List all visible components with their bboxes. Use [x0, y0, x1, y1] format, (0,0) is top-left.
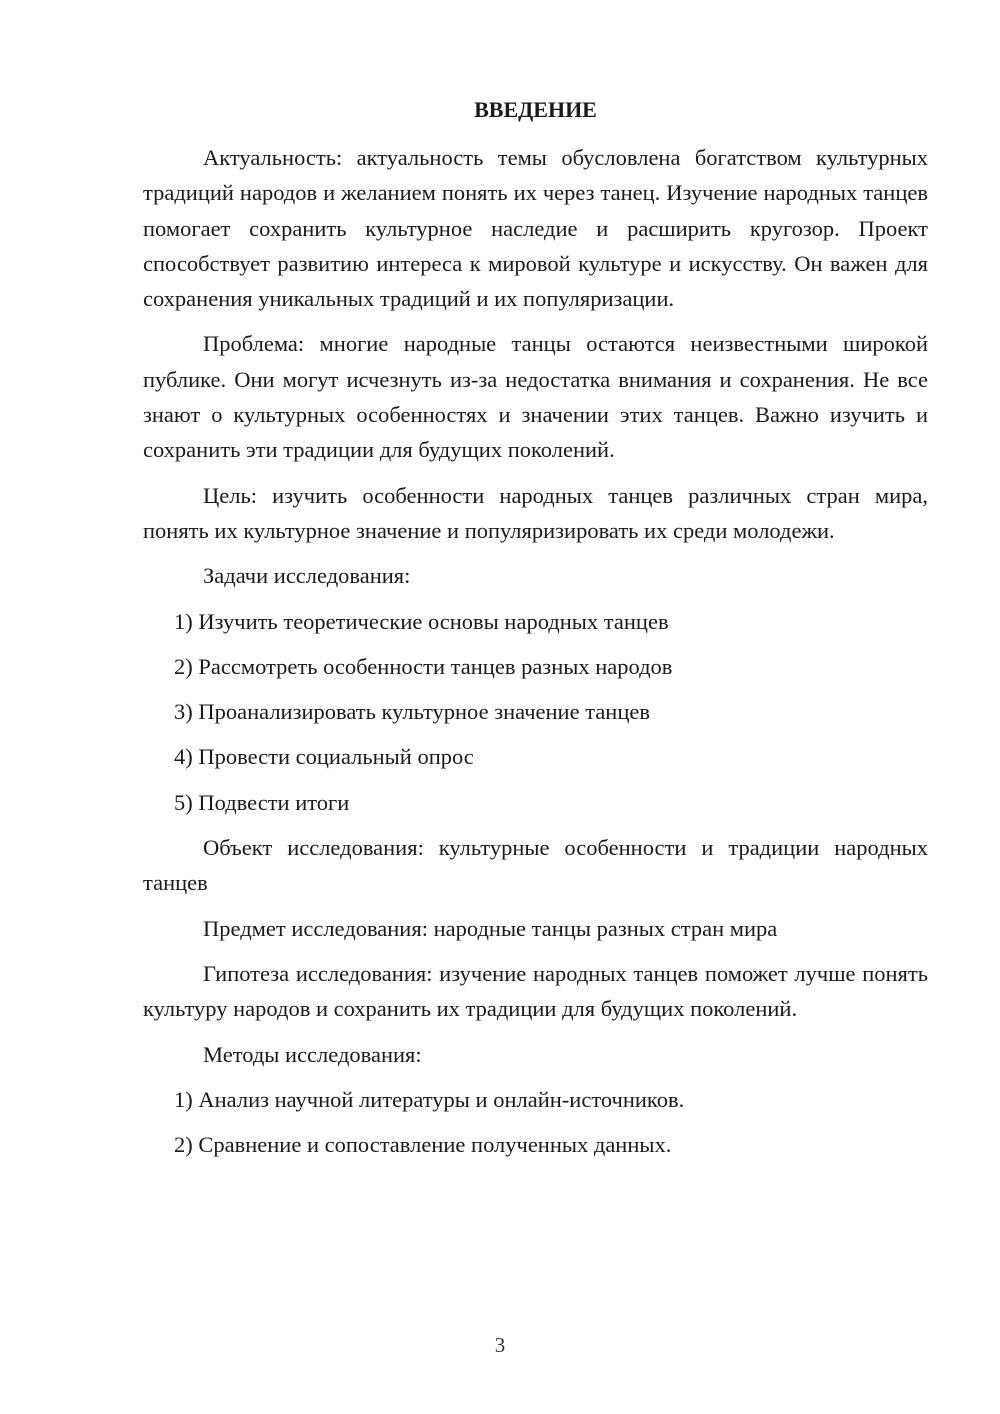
goal-paragraph: Цель: изучить особенности народных танцев различных стран мира, понять их культурное значение и популяризировать их среди молодежи. [143, 482, 928, 543]
task-item: 5) Подвести итоги [174, 789, 350, 815]
page-number: 3 [494, 1333, 506, 1357]
task-item: 3) Проанализировать культурное значение танцев [174, 699, 650, 725]
problem-paragraph: Проблема: многие народные танцы остаются неизвестными широкой публике. Они могут исчезнуть из-за недостатка внимания и сохранения. Не все знают о культурных особенностях и значении этих танцев. Важно изучить и сохранить эти традиции для будущих поколений. [143, 331, 928, 463]
tasks-list [143, 604, 928, 820]
method-item: 1) Анализ научной литературы и онлайн-источников. [174, 1086, 685, 1112]
hypothesis-paragraph: Гипотеза исследования: изучение народных танцев поможет лучше понять культуру народов и сохранить их традиции для будущих поколений. [143, 960, 928, 1022]
methods-list [143, 1082, 928, 1163]
methods-heading: Методы исследования: [203, 1041, 422, 1067]
tasks-heading: Задачи исследования: [203, 563, 411, 589]
subject-paragraph: Предмет исследования: народные танцы разных стран мира [203, 915, 778, 941]
object-paragraph: Объект исследования: культурные особенности и традиции народных танцев [143, 835, 928, 896]
task-item: 1) Изучить теоретические основы народных танцев [174, 608, 669, 634]
task-item: 2) Рассмотреть особенности танцев разных народов [174, 653, 673, 679]
task-item: 4) Провести социальный опрос [174, 744, 474, 770]
page-title: ВВЕДЕНИЕ [474, 97, 597, 122]
document-page [143, 92, 928, 1172]
method-item: 2) Сравнение и сопоставление полученных данных. [174, 1132, 672, 1158]
relevance-paragraph: Актуальность: актуальность темы обусловлена богатством культурных традиций народов и желанием понять их через танец. Изучение народных танцев помогает сохранить культурное наследие и расширить кругозор. Проект способствует развитию интереса к мировой культуре и искусству. Он важен для сохранения уникальных традиций и их популяризации. [143, 145, 928, 312]
